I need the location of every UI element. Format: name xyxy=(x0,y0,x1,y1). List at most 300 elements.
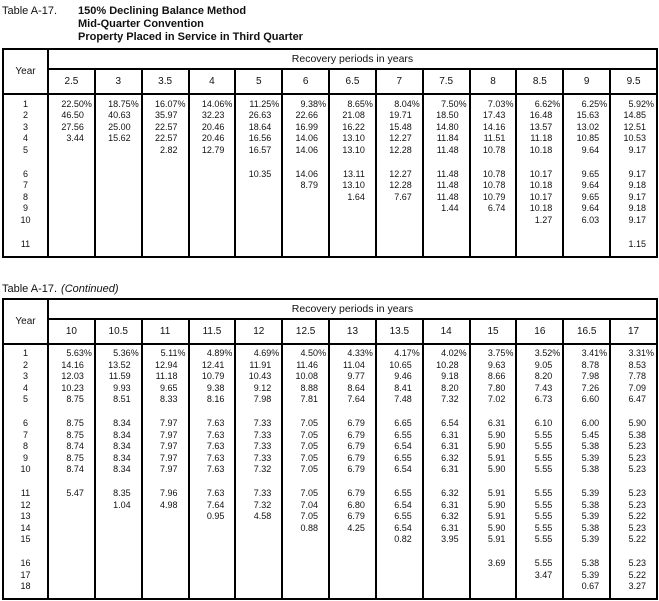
rate-stack xyxy=(517,345,562,599)
rate-number: 3.95 xyxy=(441,534,459,545)
rate-value xyxy=(236,394,281,406)
rate-number: 4.50 xyxy=(300,348,319,359)
rate-number: 5.39 xyxy=(581,488,600,499)
year-column-header: Year xyxy=(3,49,48,94)
rate-value xyxy=(471,488,516,500)
year-value: 7 xyxy=(22,180,28,191)
rate-number: 5.55 xyxy=(534,488,553,499)
rate-value xyxy=(96,488,141,500)
rate-column xyxy=(189,344,236,600)
rate-number: 10.79 xyxy=(482,191,506,202)
row-group-gap xyxy=(190,405,235,418)
rate-value xyxy=(611,191,656,203)
rate-value xyxy=(471,110,516,122)
rate-number: 11.04 xyxy=(343,359,365,370)
rate-value xyxy=(424,558,469,570)
rate-stack xyxy=(330,95,375,256)
rate-value xyxy=(611,511,656,523)
row-group-gap xyxy=(4,405,47,418)
rate-number: 7.33 xyxy=(253,441,272,452)
row-group-gap xyxy=(190,226,235,239)
rate-number: 8.66 xyxy=(487,371,506,382)
rate-value xyxy=(49,180,94,192)
rate-number: 8.34 xyxy=(113,452,131,463)
rate-number: 10.18 xyxy=(529,144,553,155)
row-group-gap xyxy=(190,475,235,488)
rate-value xyxy=(330,382,375,394)
rate-value xyxy=(96,558,141,570)
rate-number: 5.38 xyxy=(581,558,600,569)
row-group-gap xyxy=(330,156,375,169)
percent-sign: % xyxy=(599,348,608,359)
row-group-gap xyxy=(471,545,516,558)
rate-number: 11.46 xyxy=(296,359,319,370)
rate-value xyxy=(190,441,235,453)
rate-value xyxy=(611,168,656,180)
rate-value xyxy=(377,180,422,192)
rate-value xyxy=(236,488,281,500)
rate-value xyxy=(471,499,516,511)
rate-value xyxy=(564,144,609,156)
rate-value xyxy=(143,382,188,394)
rate-number: 0.67 xyxy=(581,581,600,592)
rate-value xyxy=(564,488,609,500)
row-group-gap xyxy=(330,405,375,418)
rate-value xyxy=(236,511,281,523)
rate-number: 10.65 xyxy=(389,359,412,370)
rate-value xyxy=(236,418,281,430)
rate-number: 7.33 xyxy=(253,418,272,429)
rate-number: 9.65 xyxy=(160,382,178,393)
rate-stack xyxy=(283,345,328,599)
percent-sign: % xyxy=(505,98,514,109)
rate-value xyxy=(517,452,562,464)
rate-value xyxy=(236,534,281,546)
rate-number: 7.67 xyxy=(394,191,412,202)
rate-value xyxy=(564,441,609,453)
rate-value xyxy=(96,371,141,383)
recovery-period-column-header: 13 xyxy=(329,319,376,344)
rate-column xyxy=(516,344,563,600)
rate-number: 7.05 xyxy=(300,441,319,452)
rate-value xyxy=(283,98,328,110)
rate-value xyxy=(564,464,609,476)
rate-number: 0.88 xyxy=(300,522,319,533)
rate-number: 8.53 xyxy=(628,359,646,370)
rate-value xyxy=(330,191,375,203)
percent-sign: % xyxy=(83,98,92,109)
rate-value xyxy=(283,581,328,593)
rate-value xyxy=(143,464,188,476)
rate-value xyxy=(564,581,609,593)
rate-value xyxy=(49,110,94,122)
rate-stack xyxy=(377,95,422,256)
rate-number: 6.79 xyxy=(347,488,365,499)
rate-value xyxy=(611,203,656,215)
rate-number: 1.64 xyxy=(347,191,365,202)
rate-value xyxy=(611,464,656,476)
rate-value xyxy=(517,534,562,546)
rate-value xyxy=(96,441,141,453)
rate-number: 7.50 xyxy=(441,98,459,109)
rate-number: 7.43 xyxy=(534,382,553,393)
rate-value xyxy=(236,348,281,360)
year-value: 3 xyxy=(22,121,28,132)
rate-value xyxy=(471,558,516,570)
rate-value xyxy=(424,121,469,133)
rate-number: 7.48 xyxy=(394,394,412,405)
rate-number: 6.10 xyxy=(534,418,553,429)
rate-value xyxy=(517,464,562,476)
rate-value xyxy=(236,180,281,192)
rate-number: 6.00 xyxy=(581,418,600,429)
rate-value xyxy=(424,394,469,406)
rate-value xyxy=(143,371,188,383)
year-value: 15 xyxy=(20,534,31,545)
rate-value xyxy=(49,214,94,226)
rate-number: 14.80 xyxy=(436,121,459,132)
row-group-gap xyxy=(330,475,375,488)
row-group-gap xyxy=(377,405,422,418)
rate-number: 7.05 xyxy=(300,464,319,475)
rate-number: 11.48 xyxy=(436,191,459,202)
year-value: 8 xyxy=(22,441,28,452)
depreciation-table-2 xyxy=(2,298,658,601)
rate-value xyxy=(49,238,94,250)
rate-value xyxy=(283,359,328,371)
row-group-gap xyxy=(143,156,188,169)
rate-number: 7.63 xyxy=(206,429,225,440)
rate-number: 10.85 xyxy=(576,133,600,144)
rate-value xyxy=(283,180,328,192)
percent-sign: % xyxy=(552,98,561,109)
rate-number: 14.85 xyxy=(623,110,646,121)
rate-value xyxy=(517,98,562,110)
rate-value xyxy=(49,168,94,180)
rate-value xyxy=(377,488,422,500)
rate-value xyxy=(330,121,375,133)
rate-value xyxy=(424,203,469,215)
rate-stack xyxy=(424,345,469,599)
recovery-period-column-header: 17 xyxy=(610,319,657,344)
rate-number: 5.91 xyxy=(487,488,506,499)
rate-number: 5.90 xyxy=(487,464,506,475)
rate-number: 8.51 xyxy=(113,394,131,405)
rate-value xyxy=(49,452,94,464)
rate-number: 15.63 xyxy=(576,110,600,121)
rate-number: 6.62 xyxy=(534,98,553,109)
rate-value xyxy=(236,441,281,453)
rate-value xyxy=(143,180,188,192)
rate-value xyxy=(564,133,609,145)
percent-sign: % xyxy=(411,98,420,109)
rate-value xyxy=(564,98,609,110)
rate-number: 11.84 xyxy=(436,133,459,144)
rate-number: 7.05 xyxy=(300,429,319,440)
rate-value xyxy=(424,238,469,250)
rate-number: 5.55 xyxy=(534,429,553,440)
rate-number: 11.18 xyxy=(530,133,553,144)
rate-value xyxy=(143,191,188,203)
rate-number: 8.78 xyxy=(581,359,600,370)
rate-column xyxy=(610,94,657,257)
rate-value xyxy=(96,110,141,122)
rate-number: 10.18 xyxy=(529,180,553,191)
rate-column xyxy=(142,94,189,257)
rate-value xyxy=(424,581,469,593)
rate-value xyxy=(96,133,141,145)
rate-value xyxy=(424,418,469,430)
rate-number: 7.63 xyxy=(206,488,225,499)
rate-number: 5.23 xyxy=(628,522,646,533)
rate-number: 9.17 xyxy=(628,191,646,202)
rate-number: 5.55 xyxy=(534,522,553,533)
row-group-gap xyxy=(236,475,281,488)
recovery-period-column-header: 6.5 xyxy=(329,69,376,94)
rate-value xyxy=(283,191,328,203)
year-value: 4 xyxy=(22,133,28,144)
row-group-gap xyxy=(611,156,656,169)
rate-value xyxy=(96,121,141,133)
rate-stack xyxy=(611,345,656,599)
rate-value xyxy=(330,499,375,511)
rate-number: 14.16 xyxy=(61,359,84,370)
rate-number: 7.33 xyxy=(253,429,272,440)
title-line-quarter: Property Placed in Service in Third Quarter xyxy=(78,31,303,43)
recovery-period-column-header: 4 xyxy=(189,69,236,94)
rate-stack xyxy=(49,95,94,256)
rate-value xyxy=(424,488,469,500)
percent-sign: % xyxy=(224,98,233,109)
rate-value xyxy=(611,180,656,192)
rate-value xyxy=(424,499,469,511)
rate-value xyxy=(564,522,609,534)
percent-sign: % xyxy=(505,348,514,359)
rate-value xyxy=(283,441,328,453)
row-group-gap xyxy=(564,405,609,418)
rate-value xyxy=(143,441,188,453)
rate-number: 9.18 xyxy=(628,180,646,191)
rate-value xyxy=(471,348,516,360)
rate-value xyxy=(330,98,375,110)
row-group-gap xyxy=(49,156,94,169)
year-value: 11 xyxy=(20,238,31,249)
rate-number: 9.17 xyxy=(628,144,646,155)
rate-value xyxy=(471,382,516,394)
rate-number: 5.55 xyxy=(534,511,553,522)
rate-value xyxy=(564,569,609,581)
rate-number: 12.27 xyxy=(389,133,412,144)
rate-number: 7.32 xyxy=(253,464,272,475)
rate-number: 7.64 xyxy=(206,499,225,510)
table-title-block xyxy=(2,5,658,44)
rate-value xyxy=(330,203,375,215)
rate-value xyxy=(143,98,188,110)
rate-value xyxy=(96,203,141,215)
rate-value xyxy=(236,499,281,511)
rate-value xyxy=(190,180,235,192)
rate-number: 12.79 xyxy=(201,144,225,155)
rate-value xyxy=(49,144,94,156)
rate-value xyxy=(236,110,281,122)
rate-number: 5.11 xyxy=(160,348,178,359)
percent-sign: % xyxy=(177,348,186,359)
rate-value xyxy=(283,214,328,226)
rate-value xyxy=(330,441,375,453)
rate-stack xyxy=(49,345,94,599)
rate-number: 5.22 xyxy=(628,534,646,545)
rate-value xyxy=(143,534,188,546)
rate-value xyxy=(424,511,469,523)
rate-value xyxy=(330,534,375,546)
rate-column xyxy=(189,94,236,257)
rate-column xyxy=(516,94,563,257)
rate-number: 5.38 xyxy=(628,429,646,440)
rate-value xyxy=(330,144,375,156)
year-value: 2 xyxy=(22,110,28,121)
row-group-gap xyxy=(96,475,141,488)
rate-number: 8.41 xyxy=(394,382,412,393)
rate-value xyxy=(283,382,328,394)
rate-value xyxy=(377,522,422,534)
rate-number: 7.33 xyxy=(253,452,272,463)
rate-number: 5.90 xyxy=(487,522,506,533)
rate-number: 12.51 xyxy=(623,121,646,132)
rate-value xyxy=(236,429,281,441)
rate-number: 14.06 xyxy=(201,98,225,109)
rate-number: 26.63 xyxy=(248,110,272,121)
rate-number: 8.75 xyxy=(66,394,84,405)
rate-number: 5.38 xyxy=(581,522,600,533)
rate-number: 6.31 xyxy=(441,441,459,452)
rate-value xyxy=(611,348,656,360)
title-line-method: 150% Declining Balance Method xyxy=(78,5,247,17)
rate-value xyxy=(424,569,469,581)
rate-number: 8.34 xyxy=(113,464,131,475)
rate-value xyxy=(611,429,656,441)
rate-number: 25.00 xyxy=(108,121,131,132)
rate-value xyxy=(96,534,141,546)
continued-table-number-label: Table A-17. xyxy=(2,282,58,295)
rate-column xyxy=(376,94,423,257)
row-group-gap xyxy=(143,475,188,488)
rate-number: 9.38 xyxy=(206,382,225,393)
recovery-period-column-header: 15 xyxy=(470,319,517,344)
rate-number: 6.32 xyxy=(441,452,459,463)
rate-value xyxy=(377,203,422,215)
row-group-gap xyxy=(471,156,516,169)
rate-number: 16.56 xyxy=(248,133,272,144)
rate-column xyxy=(95,344,142,600)
rate-number: 8.20 xyxy=(441,382,459,393)
row-group-gap xyxy=(377,156,422,169)
rate-value xyxy=(330,452,375,464)
rate-number: 6.55 xyxy=(394,511,412,522)
row-group-gap xyxy=(517,226,562,239)
row-group-gap xyxy=(517,475,562,488)
rate-number: 12.27 xyxy=(389,168,412,179)
rate-number: 10.78 xyxy=(482,180,506,191)
rate-value xyxy=(49,418,94,430)
rate-value xyxy=(564,418,609,430)
rate-number: 5.92 xyxy=(628,98,646,109)
rate-value xyxy=(471,214,516,226)
rate-column xyxy=(423,94,470,257)
year-value: 8 xyxy=(22,191,28,202)
row-group-gap xyxy=(377,226,422,239)
rate-number: 14.16 xyxy=(482,121,506,132)
rate-number: 6.73 xyxy=(534,394,553,405)
rate-value xyxy=(96,499,141,511)
row-group-gap xyxy=(424,475,469,488)
rate-value xyxy=(283,121,328,133)
rate-number: 6.79 xyxy=(347,441,365,452)
rate-number: 8.35 xyxy=(113,488,131,499)
recovery-period-column-header: 3 xyxy=(95,69,142,94)
rate-value xyxy=(517,429,562,441)
rate-number: 3.69 xyxy=(487,558,506,569)
rate-value xyxy=(471,191,516,203)
rate-number: 4.02 xyxy=(441,348,459,359)
rate-number: 19.71 xyxy=(389,110,412,121)
rate-value xyxy=(330,418,375,430)
row-group-gap xyxy=(143,405,188,418)
rate-number: 5.39 xyxy=(581,569,600,580)
year-value: 3 xyxy=(22,371,28,382)
rate-number: 11.48 xyxy=(436,180,459,191)
rate-value xyxy=(96,382,141,394)
row-group-gap xyxy=(377,475,422,488)
year-stack xyxy=(4,345,47,599)
header-row-columns xyxy=(3,319,657,344)
rate-number: 14.06 xyxy=(295,168,319,179)
rate-value xyxy=(564,429,609,441)
rate-value xyxy=(424,359,469,371)
rate-number: 1.04 xyxy=(113,499,131,510)
rate-stack xyxy=(517,95,562,256)
rate-number: 10.78 xyxy=(482,144,506,155)
rate-value xyxy=(611,534,656,546)
year-value: 12 xyxy=(20,499,31,510)
rate-number: 22.66 xyxy=(295,110,319,121)
rate-number: 3.27 xyxy=(628,581,646,592)
rate-number: 9.46 xyxy=(394,371,412,382)
rate-value xyxy=(96,144,141,156)
rate-number: 5.23 xyxy=(628,441,646,452)
rate-value xyxy=(517,371,562,383)
recovery-period-column-header: 5 xyxy=(235,69,282,94)
rate-number: 8.75 xyxy=(66,452,84,463)
row-group-gap xyxy=(143,226,188,239)
row-group-gap xyxy=(49,545,94,558)
row-group-gap xyxy=(424,405,469,418)
rate-value xyxy=(283,394,328,406)
year-value: 5 xyxy=(22,144,28,155)
rate-number: 12.94 xyxy=(155,359,178,370)
rate-value xyxy=(517,238,562,250)
rate-number: 7.96 xyxy=(160,488,178,499)
rate-value xyxy=(143,581,188,593)
rate-value xyxy=(564,110,609,122)
recovery-period-column-header: 12.5 xyxy=(282,319,329,344)
rate-value xyxy=(471,452,516,464)
rate-number: 7.26 xyxy=(581,382,600,393)
rate-value xyxy=(190,168,235,180)
row-group-gap xyxy=(49,475,94,488)
rate-number: 4.58 xyxy=(253,511,272,522)
rate-value xyxy=(517,214,562,226)
rate-number: 4.17 xyxy=(394,348,412,359)
